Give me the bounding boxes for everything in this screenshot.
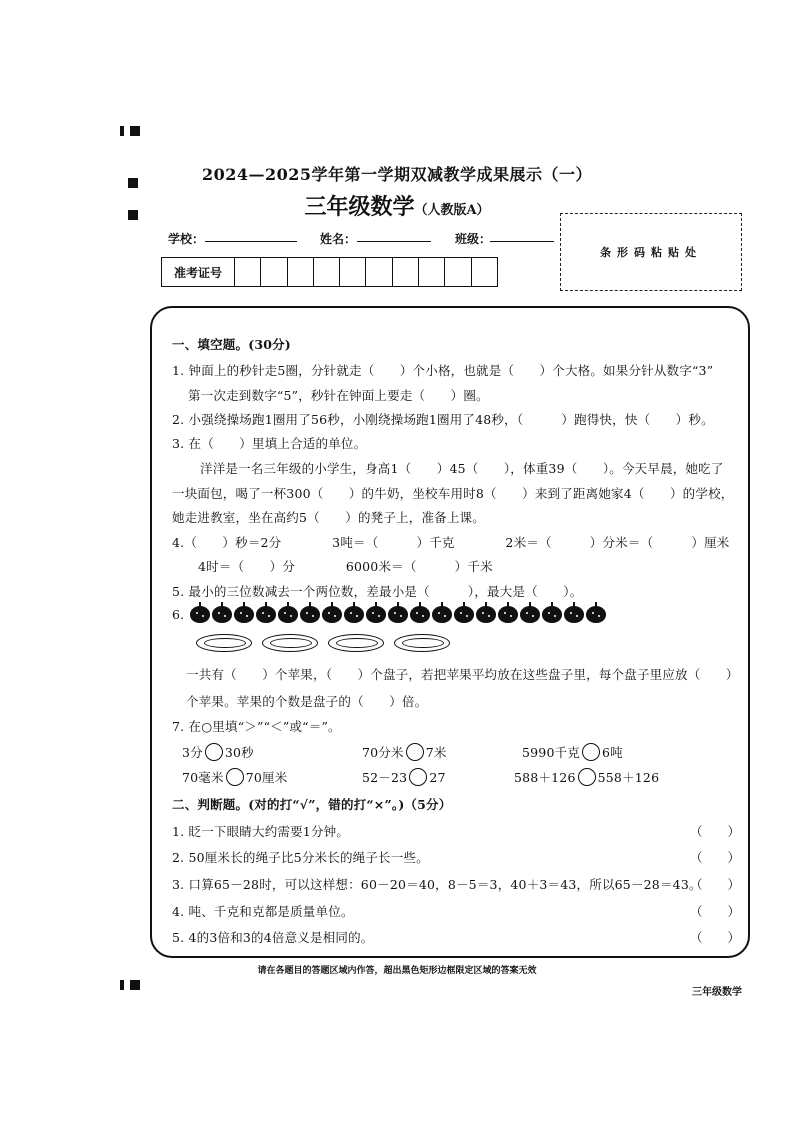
page-label: 三年级数学 [692, 987, 742, 998]
school-field[interactable] [205, 241, 297, 242]
exam-id-cell[interactable] [472, 258, 497, 286]
exam-id-label: 准考证号 [162, 258, 235, 286]
compare-left: 70毫米 [182, 770, 224, 785]
apple-icon [542, 602, 562, 623]
apple-icon [432, 602, 452, 623]
question-2: 2. 小强绕操场跑1圈用了56秒，小刚绕操场跑1圈用了48秒，（ ）跑得快，快（ ）秒。 [172, 412, 714, 427]
question-5: 5. 最小的三位数减去一个两位数，差最小是（ ），最大是（ ）。 [172, 584, 583, 599]
judge-answer-2[interactable]: （ ） [690, 850, 741, 865]
question-6-number: 6. [172, 607, 185, 622]
compare-item-5 [362, 768, 446, 786]
apple-icon [322, 602, 342, 623]
exam-id-cell[interactable] [261, 258, 287, 286]
subject-label: 三年级数学 [304, 194, 415, 220]
compare-item-4 [182, 768, 287, 786]
class-label: 班级： [455, 232, 492, 246]
apple-icon [454, 602, 474, 623]
section2-heading: 二、判断题。(对的打“√”，错的打“×”。)（5分） [172, 797, 452, 812]
question-7: 7. 在○里填“＞”“＜”或“＝”。 [172, 719, 341, 734]
compare-left: 70分米 [362, 745, 404, 760]
apple-icon [520, 602, 540, 623]
exam-id-cell[interactable] [393, 258, 419, 286]
apple-icon [366, 602, 386, 623]
compare-right: 6吨 [602, 745, 623, 760]
judge-item-1: 1. 眨一下眼睛大约需要1分钟。 [172, 824, 350, 839]
question-6a: 一共有（ ）个苹果，（ ）个盘子，若把苹果平均放在这些盘子里，每个盘子里应放（ ） [186, 667, 739, 682]
judge-answer-4[interactable]: （ ） [690, 904, 741, 919]
footer-note: 请在各题目的答题区域内作答，超出黑色矩形边框限定区域的答案无效 [257, 966, 537, 976]
question-4b: 4时＝（ ）分 6000米＝（ ）千米 [198, 559, 493, 574]
apple-icon [564, 602, 584, 623]
registration-mark [120, 980, 124, 990]
judge-item-4: 4. 吨、千克和克都是质量单位。 [172, 904, 354, 919]
question-1b: 第一次走到数字“5”，秒针在钟面上要走（ ）圈。 [188, 388, 489, 403]
barcode-label: 条形码粘贴处 [600, 246, 702, 259]
judge-answer-3[interactable]: （ ） [690, 877, 741, 892]
exam-id-cell[interactable] [419, 258, 445, 286]
compare-left: 588＋126 [514, 770, 576, 785]
apple-icon [344, 602, 364, 623]
question-3-passage-a: 洋洋是一名三年级的小学生，身高1（ ）45（ ），体重39（ ）。今天早晨，她吃了 [200, 461, 724, 476]
section1-heading: 一、填空题。(30分) [172, 337, 291, 352]
judge-item-2: 2. 50厘米长的绳子比5分米长的绳子长一些。 [172, 850, 429, 865]
compare-circle[interactable] [578, 768, 596, 786]
compare-circle[interactable] [409, 768, 427, 786]
compare-left: 52－23 [362, 770, 408, 785]
compare-left: 5990千克 [522, 745, 581, 760]
plate-icon [196, 634, 252, 652]
apple-icon [388, 602, 408, 623]
apple-row [190, 602, 606, 623]
compare-right: 558＋126 [597, 770, 660, 785]
registration-mark [130, 126, 140, 136]
apple-icon [300, 602, 320, 623]
compare-right: 27 [429, 770, 446, 785]
apple-icon [256, 602, 276, 623]
compare-circle[interactable] [582, 743, 600, 761]
question-3-passage-b: 一块面包，喝了一杯300（ ）的牛奶，坐校车用时8（ ）来到了距离她家4（ ）的学校， [172, 486, 734, 501]
apple-icon [190, 602, 210, 623]
question-6b: 个苹果。苹果的个数是盘子的（ ）倍。 [186, 694, 428, 709]
apple-icon [212, 602, 232, 623]
compare-item-2 [362, 743, 447, 761]
compare-item-6 [514, 768, 659, 786]
exam-id-cell[interactable] [288, 258, 314, 286]
apple-icon [586, 602, 606, 623]
question-3: 3. 在（ ）里填上合适的单位。 [172, 436, 367, 451]
plate-icon [262, 634, 318, 652]
apple-icon [234, 602, 254, 623]
apple-icon [410, 602, 430, 623]
judge-item-3: 3. 口算65－28时，可以这样想：60－20＝40，8－5＝3，40＋3＝43，所以65－28＝43。 [172, 877, 702, 892]
compare-circle[interactable] [406, 743, 424, 761]
compare-item-3 [522, 743, 623, 761]
plate-icon [328, 634, 384, 652]
exam-id-cell[interactable] [340, 258, 366, 286]
plate-row [196, 634, 450, 652]
compare-right: 7米 [425, 745, 447, 760]
apple-icon [278, 602, 298, 623]
compare-right: 30秒 [224, 745, 254, 760]
compare-right: 70厘米 [245, 770, 288, 785]
exam-id-cell[interactable] [366, 258, 392, 286]
apple-icon [498, 602, 518, 623]
compare-item-1 [182, 743, 254, 761]
compare-circle[interactable] [226, 768, 244, 786]
compare-left: 3分 [182, 745, 203, 760]
exam-id-cell[interactable] [235, 258, 261, 286]
judge-answer-5[interactable]: （ ） [690, 930, 741, 945]
exam-id-grid [161, 257, 498, 287]
plate-icon [394, 634, 450, 652]
registration-mark [120, 126, 124, 136]
question-1a: 1. 钟面上的秒针走5圈，分针就走（ ）个小格，也就是（ ）个大格。如果分针从数字“3” [172, 363, 714, 378]
class-field[interactable] [490, 241, 554, 242]
judge-answer-1[interactable]: （ ） [690, 824, 741, 839]
name-label: 姓名： [320, 232, 357, 246]
registration-mark [130, 980, 140, 990]
question-4a: 4.（ ）秒＝2分 3吨＝（ ）千克 2米＝（ ）分米＝（ ）厘米 [172, 535, 730, 550]
edition-label: （人教版A） [414, 203, 490, 218]
barcode-area [560, 213, 742, 291]
name-field[interactable] [357, 241, 431, 242]
exam-id-cell[interactable] [314, 258, 340, 286]
school-label: 学校： [168, 232, 205, 246]
compare-circle[interactable] [205, 743, 223, 761]
exam-id-cell[interactable] [445, 258, 471, 286]
judge-item-5: 5. 4的3倍和3的4倍意义是相同的。 [172, 930, 374, 945]
question-3-passage-c: 她走进教室，坐在高约5（ ）的凳子上，准备上课。 [172, 510, 485, 525]
apple-icon [476, 602, 496, 623]
exam-title: 2024—2025学年第一学期双减教学成果展示（一） [201, 165, 593, 184]
